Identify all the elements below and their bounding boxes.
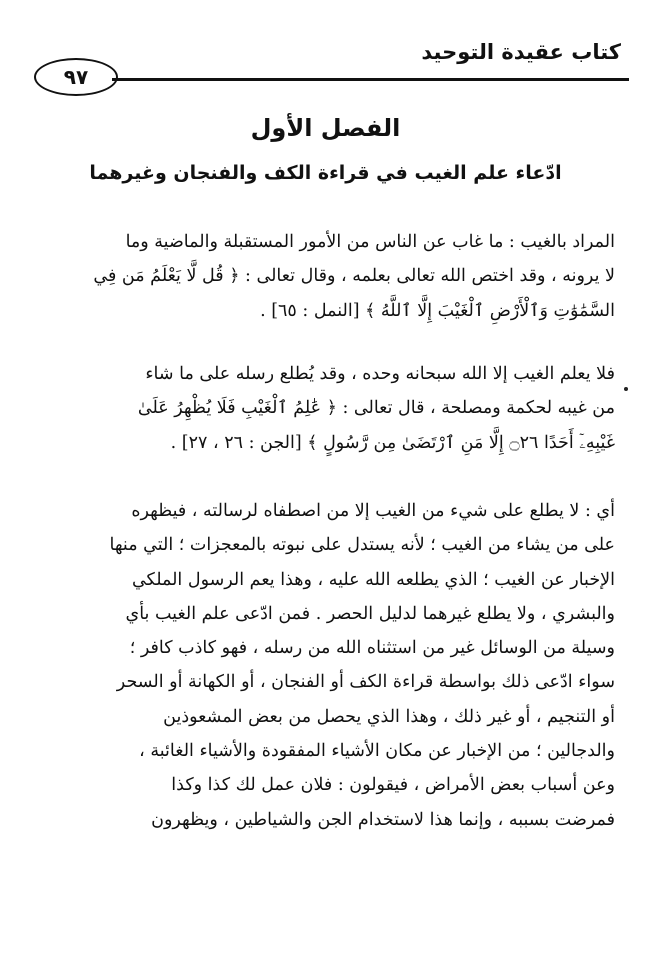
text-line: سواء ادّعى ذلك بواسطة قراءة الكف أو الفنجان ، أو الكهانة أو السحر — [116, 672, 615, 693]
text-line: فلا يعلم الغيب إلا الله سبحانه وحده ، وقد يُطلع رسله على ما شاء — [145, 364, 615, 384]
text-line: الإخبار عن الغيب ؛ الذي يطلعه الله عليه ، وهذا يعم الرسول الملكي — [131, 569, 615, 590]
paragraph-revelation — [37, 357, 615, 460]
text-line: والدجالين ؛ من الإخبار عن مكان الأشياء المفقودة والأشياء الغائبة ، — [139, 741, 615, 762]
text-line: المراد بالغيب : ما غاب عن الناس من الأمور المستقبلة والماضية وما — [125, 232, 615, 252]
page-header — [22, 34, 629, 94]
paragraph-definition — [37, 225, 615, 328]
text-line: وعن أسباب بعض الأمراض ، فيقولون : فلان عمل لك كذا وكذا — [171, 775, 615, 796]
text-line: لا يرونه ، وقد اختص الله تعالى بعلمه ، وقال تعالى : ﴿ قُل لَّا يَعْلَمُ مَن فِي — [93, 266, 615, 287]
text-line: السَّمَٰوَٰتِ وَٱلْأَرْضِ ٱلْغَيْبَ إِلَّا ٱللَّهُ ﴾ [النمل : ٦٥] . — [260, 300, 615, 321]
chapter-subtitle: ادّعاء علم الغيب في قراءة الكف والفنجان وغيرهما — [89, 162, 562, 184]
paragraph-explanation — [37, 494, 615, 837]
text-line: أي : لا يطلع على شيء من الغيب إلا من اصطفاه لرسالته ، فيظهره — [131, 501, 615, 521]
text-line: أو التنجيم ، أو غير ذلك ، وهذا الذي يحصل من بعض المشعوذين — [163, 706, 615, 727]
running-header-title: كتاب عقيدة التوحيد — [421, 40, 621, 64]
margin-dot — [624, 387, 628, 391]
page-number: ٩٧ — [34, 58, 118, 96]
text-line: فمرضت بسببه ، وإنما هذا لاستخدام الجن والشياطين ، ويظهرون — [151, 809, 615, 830]
chapter-title: الفصل الأول — [250, 114, 401, 142]
header-rule — [112, 78, 629, 81]
text-line: من غيبه لحكمة ومصلحة ، قال تعالى : ﴿ عَٰلِمُ ٱلْغَيْبِ فَلَا يُظْهِرُ عَلَىٰ — [137, 398, 615, 419]
text-line: غَيْبِهِۦٓ أَحَدًا ۝٢٦ إِلَّا مَنِ ٱرْتَضَىٰ مِن رَّسُولٍ ﴾ [الجن : ٢٦ ، ٢٧] . — [170, 432, 615, 453]
text-line: وسيلة من الوسائل غير من استثناه الله من رسله ، فهو كاذب كافر ؛ — [129, 638, 615, 659]
text-line: على من يشاء من الغيب ؛ لأنه يستدل على نبوته بالمعجزات ؛ التي منها — [109, 535, 615, 556]
text-line: والبشري ، ولا يطلع غيرهما لدليل الحصر . فمن ادّعى علم الغيب بأي — [125, 603, 615, 624]
